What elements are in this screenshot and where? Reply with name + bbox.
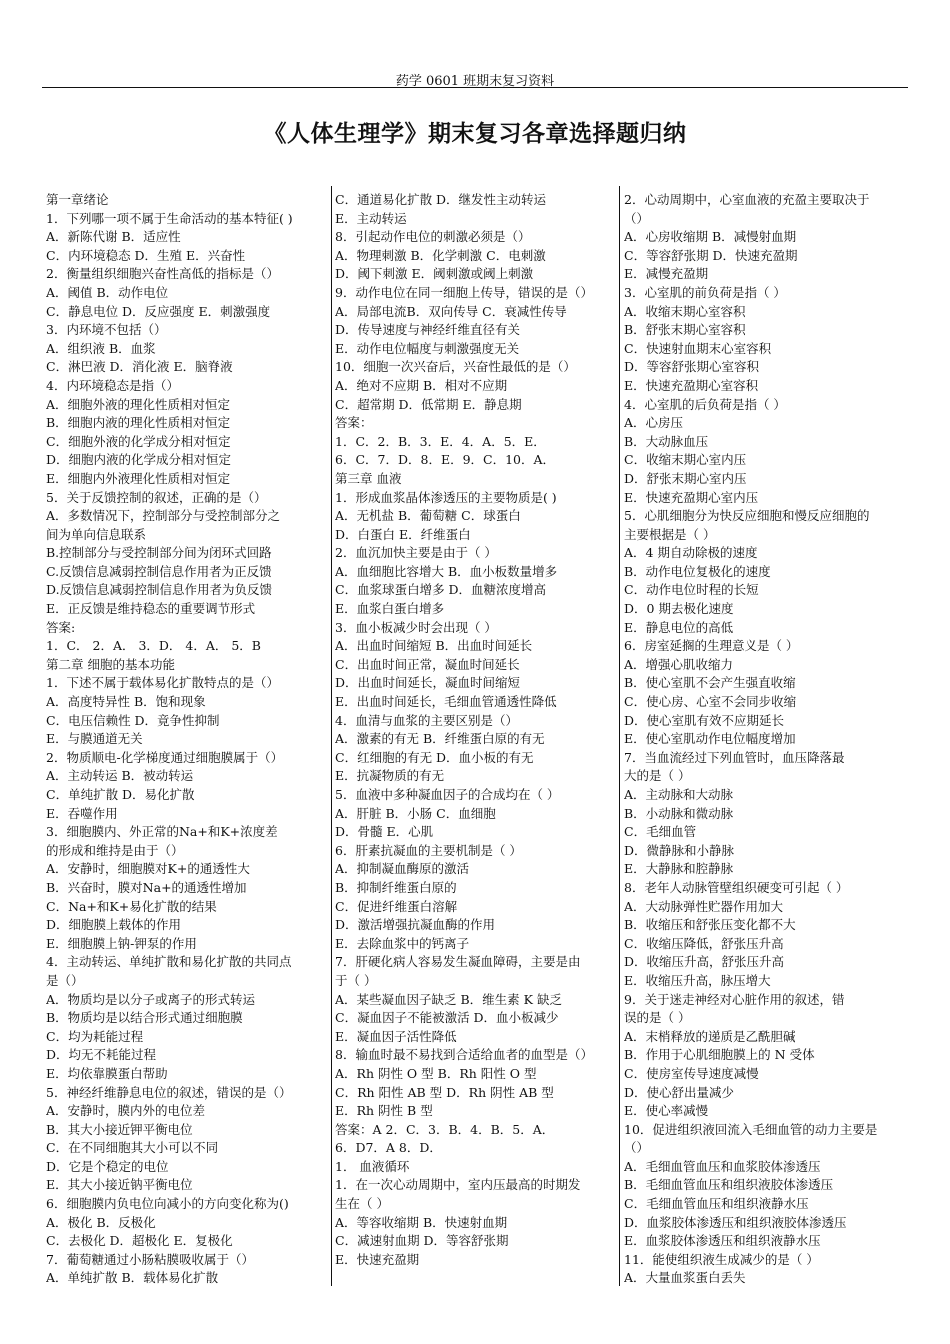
- text-line: A．等容收缩期 B．快速射血期: [335, 1214, 508, 1230]
- text-line: A．单纯扩散 B．载体易化扩散: [46, 1270, 219, 1286]
- text-line: 于（ ）: [335, 972, 377, 988]
- text-line: E．出血时间延长，毛细血管通透性降低: [335, 694, 557, 710]
- text-line: C．减速射血期 D．等容舒张期: [335, 1233, 509, 1249]
- text-line: 答案:: [46, 619, 76, 635]
- text-line: 2．衡量组织细胞兴奋性高低的指标是（）: [46, 266, 279, 282]
- text-line: 第三章 血液: [335, 470, 402, 486]
- text-line: A．末梢释放的递质是乙酰胆碱: [624, 1028, 796, 1044]
- text-line: 第一章绪论: [46, 192, 109, 207]
- text-line: D．传导速度与神经纤维直径有关: [335, 322, 521, 338]
- text-line: 间为单向信息联系: [46, 526, 147, 542]
- text-line: A．4 期自动除极的速度: [624, 545, 758, 561]
- text-line: C．细胞外液的化学成分相对恒定: [46, 433, 231, 449]
- text-line: D．出血时间延长，凝血时间缩短: [335, 675, 521, 691]
- column-divider-1: [331, 186, 332, 1286]
- text-line: C．使心房、心室不会同步收缩: [624, 694, 797, 710]
- text-line: A．主动转运 B．被动转运: [46, 768, 194, 784]
- text-line: 10．细胞一次兴奋后，兴奋性最低的是（）: [335, 359, 576, 375]
- text-line: 1．下述不属于载体易化扩散特点的是（）: [46, 675, 279, 691]
- text-line: 2．血沉加快主要是由于（ ）: [335, 545, 497, 561]
- text-line: C．内环境稳态 D．生殖 E．兴奋性: [46, 247, 246, 263]
- text-line: D．均无不耗能过程: [46, 1047, 157, 1063]
- text-line: C．静息电位 D．反应强度 E．刺激强度: [46, 303, 271, 319]
- text-line: E．均依靠膜蛋白帮助: [46, 1065, 168, 1081]
- header-rule: [42, 87, 908, 88]
- text-line: E．其大小接近钠平衡电位: [46, 1177, 193, 1193]
- text-line: D．细胞内液的化学成分相对恒定: [46, 452, 232, 468]
- text-line: D．血浆胶体渗透压和组织液胶体渗透压: [624, 1214, 847, 1230]
- text-line: 误的是（ ）: [624, 1010, 691, 1026]
- page-header: 药学 0601 班期末复习资料: [395, 74, 555, 89]
- text-line: E．正反馈是维持稳态的重要调节形式: [46, 601, 256, 617]
- text-line: D．收缩压升高，舒张压升高: [624, 954, 785, 970]
- text-line: （）: [624, 210, 650, 226]
- text-line: A．主动脉和大动脉: [624, 787, 734, 802]
- text-line: A．血细胞比容增大 B．血小板数量增多: [335, 563, 558, 579]
- text-line: 3．细胞膜内、外正常的Na+和K+浓度差: [46, 824, 278, 840]
- text-line: E．减慢充盈期: [624, 266, 709, 282]
- text-line: 的形成和维持是由于（）: [46, 842, 184, 858]
- text-line: E．主动转运: [335, 210, 407, 226]
- text-line: B.控制部分与受控制部分间为闭环式回路: [46, 545, 272, 561]
- text-line: D．阈下刺激 E．阈刺激或阈上刺激: [335, 266, 534, 282]
- text-line: 2．心动周期中，心室血液的充盈主要取决于: [624, 192, 870, 207]
- text-line: 11．能使组织液生成减少的是（ ）: [624, 1251, 819, 1267]
- text-line: E．血浆胶体渗透压和组织液静水压: [624, 1233, 821, 1249]
- text-line: D．细胞膜上载体的作用: [46, 917, 182, 933]
- text-line: A．毛细血管血压和血浆胶体渗透压: [624, 1158, 821, 1174]
- text-line: A．高度特异性 B．饱和现象: [46, 694, 206, 710]
- text-line: B．收缩压和舒张压变化都不大: [624, 917, 796, 933]
- text-line: 5．血液中多种凝血因子的合成均在（ ）: [335, 787, 560, 802]
- text-line: B．抑制纤维蛋白原的: [335, 879, 457, 895]
- text-line: D．白蛋白 E．纤维蛋白: [335, 526, 471, 542]
- text-line: E．血浆白蛋白增多: [335, 601, 445, 617]
- text-line: E．快速充盈期心室容积: [624, 377, 759, 393]
- text-line: B．兴奋时，膜对Na+的通透性增加: [46, 879, 247, 895]
- text-line: 6．C．7．D．8．E．9．C．10．A．: [335, 452, 556, 468]
- text-line: 3．心室肌的前负荷是指（ ）: [624, 284, 786, 300]
- text-line: 8．输血时最不易找到合适给血者的血型是（）: [335, 1047, 593, 1063]
- text-line: 5．神经纤维静息电位的叙述，错误的是（）: [46, 1084, 292, 1100]
- text-line: 9．关于迷走神经对心脏作用的叙述，错: [624, 991, 845, 1007]
- text-line: A．收缩末期心室容积: [624, 303, 746, 319]
- text-line: C．Rh 阳性 AB 型 D．Rh 阴性 AB 型: [335, 1084, 554, 1100]
- text-column-1: [46, 191, 330, 1288]
- text-line: C．促进纤维蛋白溶解: [335, 898, 458, 914]
- text-line: E．大静脉和腔静脉: [624, 861, 734, 877]
- text-line: C．在不同细胞其大小可以不同: [46, 1140, 219, 1156]
- text-line: 7．葡萄糖通过小肠粘膜吸收属于（）: [46, 1251, 254, 1267]
- text-line: E．快速充盈期心室内压: [624, 489, 759, 505]
- text-line: A．增强心肌收缩力: [624, 656, 734, 672]
- text-line: 4．心室肌的后负荷是指（ ）: [624, 396, 786, 412]
- text-line: A．心房收缩期 B．减慢射血期: [624, 229, 797, 245]
- text-line: B．作用于心肌细胞膜上的 N 受体: [624, 1047, 815, 1063]
- text-line: D.反馈信息减弱控制信息作用者为负反馈: [46, 582, 273, 598]
- text-line: E．去除血浆中的钙离子: [335, 935, 470, 951]
- text-line: C．收缩末期心室内压: [624, 452, 747, 468]
- text-line: C．使房室传导速度减慢: [624, 1065, 759, 1081]
- text-line: 7．肝硬化病人容易发生凝血障碍，主要是由: [335, 954, 581, 970]
- document-title: 《人体生理学》期末复习各章选择题归纳: [263, 121, 687, 147]
- text-line: C．Na+和K+易化扩散的结果: [46, 898, 217, 914]
- text-line: E．细胞膜上钠-钾泵的作用: [46, 935, 197, 951]
- text-line: E．抗凝物质的有无: [335, 768, 445, 784]
- text-line: B．舒张末期心室容积: [624, 322, 746, 338]
- text-line: A．肝脏 B．小肠 C．血细胞: [335, 805, 496, 821]
- text-line: D．骨髓 E．心肌: [335, 824, 434, 840]
- text-line: 1．C．2．B．3．E．4．A．5．E．: [335, 433, 546, 449]
- text-line: D．激活增强抗凝血酶的作用: [335, 917, 496, 933]
- text-line: A．局部电流B．双向传导 C．衰减性传导: [335, 303, 567, 319]
- text-line: B．大动脉血压: [624, 433, 709, 449]
- text-line: 答案：A 2．C．3．B．4．B．5．A．: [335, 1121, 555, 1137]
- text-line: C．通道易化扩散 D．继发性主动转运: [335, 192, 547, 207]
- text-line: A．细胞外液的理化性质相对恒定: [46, 396, 231, 412]
- text-line: 第二章 细胞的基本功能: [46, 656, 175, 672]
- text-line: C．红细胞的有无 D．血小板的有无: [335, 749, 534, 765]
- text-line: 4．内环境稳态是指（）: [46, 377, 179, 393]
- text-line: 2．物质顺电-化学梯度通过细胞膜属于（）: [46, 749, 284, 765]
- text-line: A．心房压: [624, 415, 684, 431]
- text-line: 9．动作电位在同一细胞上传导，错误的是（）: [335, 284, 593, 300]
- text-line: 大的是（ ）: [624, 768, 691, 784]
- text-line: E．使心率减慢: [624, 1103, 709, 1119]
- text-line: C．血浆球蛋白增多 D．血糖浓度增高: [335, 582, 547, 598]
- text-line: E．细胞内外液理化性质相对恒定: [46, 470, 231, 486]
- text-line: A．激素的有无 B．纤维蛋白原的有无: [335, 731, 545, 747]
- text-line: 4．主动转运、单纯扩散和易化扩散的共同点: [46, 954, 292, 970]
- text-line: A．安静时，细胞膜对K+的通透性大: [46, 861, 250, 877]
- text-line: A．出血时间缩短 B．出血时间延长: [335, 638, 533, 654]
- text-line: A．抑制凝血酶原的激活: [335, 861, 470, 877]
- text-line: C．凝血因子不能被激活 D．血小板减少: [335, 1010, 559, 1026]
- text-line: D．等容舒张期心室容积: [624, 359, 760, 375]
- text-line: C．均为耗能过程: [46, 1028, 144, 1044]
- text-line: E．收缩压升高，脉压增大: [624, 972, 771, 988]
- text-line: （）: [624, 1140, 650, 1156]
- text-line: C．快速射血期末心室容积: [624, 340, 772, 356]
- text-line: A．新陈代谢 B．适应性: [46, 229, 181, 245]
- column-divider-2: [619, 186, 620, 1286]
- text-line: 是（）: [46, 972, 84, 988]
- text-column-3: [624, 191, 908, 1288]
- text-line: 8．老年人动脉管壁组织硬变可引起（ ）: [624, 879, 849, 895]
- text-line: 主要根据是（ ）: [624, 526, 716, 542]
- text-line: 6．房室延搁的生理意义是（ ）: [624, 638, 799, 654]
- text-line: C．出血时间正常，凝血时间延长: [335, 656, 520, 672]
- text-line: C．淋巴液 D．消化液 E．脑脊液: [46, 359, 233, 375]
- text-line: A．无机盐 B．葡萄糖 C．球蛋白: [335, 508, 521, 524]
- text-line: C．毛细血管: [624, 824, 697, 840]
- text-line: 答案：: [335, 415, 373, 431]
- text-line: E．凝血因子活性降低: [335, 1028, 457, 1044]
- text-line: D．使心舒出量减少: [624, 1084, 735, 1100]
- text-line: B．使心室肌不会产生强直收缩: [624, 675, 796, 691]
- text-line: B．物质均是以结合形式通过细胞膜: [46, 1010, 243, 1026]
- text-line: A．绝对不应期 B．相对不应期: [335, 377, 508, 393]
- text-line: 1．下列哪一项不属于生命活动的基本特征( ): [46, 210, 293, 226]
- text-line: 6．细胞膜内负电位向减小的方向变化称为(): [46, 1196, 289, 1212]
- text-line: D．舒张末期心室内压: [624, 470, 747, 486]
- text-line: E．吞噬作用: [46, 805, 118, 821]
- text-line: B．小动脉和微动脉: [624, 805, 734, 821]
- text-column-2: [335, 191, 619, 1269]
- text-line: 4．血清与血浆的主要区别是（）: [335, 712, 518, 728]
- text-line: C.反馈信息减弱控制信息作用者为正反馈: [46, 563, 272, 579]
- text-line: C．电压信赖性 D．竟争性抑制: [46, 712, 220, 728]
- text-line: A．组织液 B．血浆: [46, 340, 156, 356]
- text-line: 10．促进组织液回流入毛细血管的动力主要是: [624, 1121, 878, 1137]
- text-line: 1．C． 2．A． 3．D． 4．A． 5．B: [46, 638, 261, 654]
- text-line: D．微静脉和小静脉: [624, 842, 735, 858]
- text-line: 5．心肌细胞分为快反应细胞和慢反应细胞的: [624, 508, 870, 524]
- text-line: C．单纯扩散 D．易化扩散: [46, 787, 195, 802]
- text-line: C．毛细血管血压和组织液静水压: [624, 1196, 809, 1212]
- text-line: B．动作电位复极化的速度: [624, 563, 771, 579]
- text-line: C．等容舒张期 D．快速充盈期: [624, 247, 798, 263]
- text-line: 3．内环境不包括（）: [46, 322, 167, 338]
- text-line: C．超常期 D．低常期 E．静息期: [335, 396, 522, 412]
- text-line: E．静息电位的高低: [624, 619, 734, 635]
- text-line: 8．引起动作电位的刺激必须是（）: [335, 229, 531, 245]
- text-line: A．大动脉弹性贮器作用加大: [624, 898, 784, 914]
- text-line: B．细胞内液的理化性质相对恒定: [46, 415, 231, 431]
- text-line: D．0 期去极化速度: [624, 601, 734, 617]
- text-line: 1．在一次心动周期中，室内压最高的时期发: [335, 1177, 581, 1193]
- text-line: A．极化 B．反极化: [46, 1214, 156, 1230]
- text-line: B．其大小接近钾平衡电位: [46, 1121, 193, 1137]
- text-line: 1．形成血浆晶体渗透压的主要物质是( ): [335, 489, 557, 505]
- text-line: 3．血小板减少时会出现（ ）: [335, 619, 497, 635]
- text-line: C．动作电位时程的长短: [624, 582, 759, 598]
- text-line: E．Rh 阴性 B 型: [335, 1103, 433, 1119]
- text-line: A．安静时，膜内外的电位差: [46, 1103, 206, 1119]
- text-line: A．物理刺激 B．化学刺激 C．电刺激: [335, 247, 546, 263]
- text-line: C．去极化 D．超极化 E．复极化: [46, 1233, 233, 1249]
- text-line: 1． 血液循环: [335, 1158, 410, 1174]
- text-line: D．它是个稳定的电位: [46, 1158, 169, 1174]
- text-line: E．快速充盈期: [335, 1251, 420, 1267]
- text-line: 7．当血流经过下列血管时，血压降落最: [624, 749, 845, 765]
- text-line: D．使心室肌有效不应期延长: [624, 712, 785, 728]
- text-line: A．大量血浆蛋白丢失: [624, 1270, 746, 1286]
- text-line: E．动作电位幅度与刺激强度无关: [335, 340, 520, 356]
- text-line: A．某些凝血因子缺乏 B．维生素 K 缺乏: [335, 991, 562, 1007]
- text-line: E．与膜通道无关: [46, 731, 143, 747]
- text-line: E．使心室肌动作电位幅度增加: [624, 731, 796, 747]
- text-line: 6．D7．A 8．D．: [335, 1140, 442, 1156]
- text-line: A．阈值 B．动作电位: [46, 284, 169, 300]
- text-line: A．多数情况下，控制部分与受控制部分之: [46, 508, 281, 524]
- text-line: 6．肝素抗凝血的主要机制是（ ）: [335, 842, 522, 858]
- text-line: B．毛细血管血压和组织液胶体渗透压: [624, 1177, 834, 1193]
- text-line: A．Rh 阴性 O 型 B．Rh 阳性 O 型: [335, 1065, 537, 1081]
- text-line: A．物质均是以分子或离子的形式转运: [46, 991, 256, 1007]
- text-line: C．收缩压降低，舒张压升高: [624, 935, 784, 951]
- text-line: 5．关于反馈控制的叙述，正确的是（）: [46, 489, 267, 505]
- text-line: 生在（ ）: [335, 1196, 389, 1212]
